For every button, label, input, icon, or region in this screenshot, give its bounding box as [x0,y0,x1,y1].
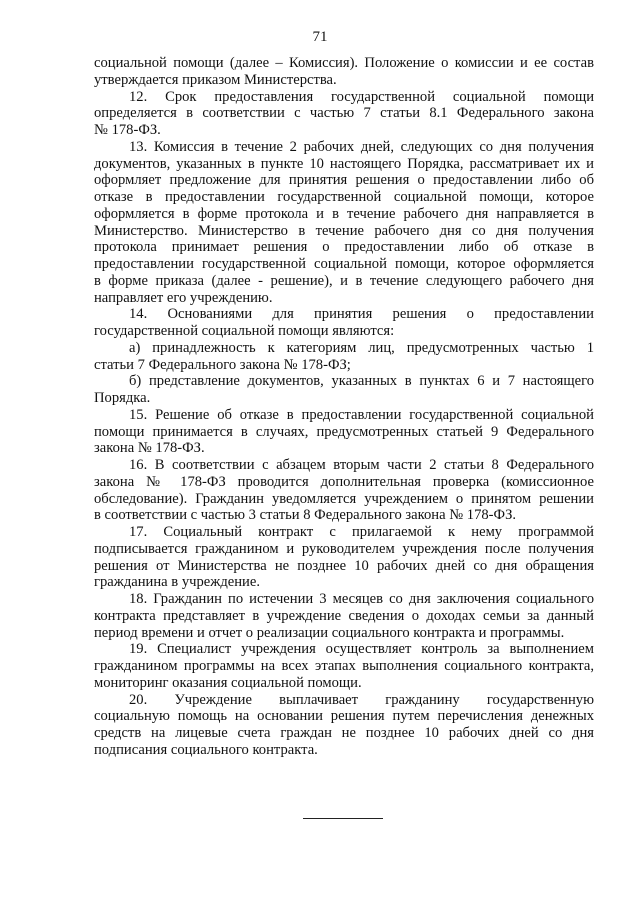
text-line: оформляет предложение для принятия решения о предоставлении либо об [94,172,594,189]
paragraph [94,591,594,641]
text-line: закона № 178-ФЗ. [94,440,205,457]
text-line: 13. Комиссия в течение 2 рабочих дней, следующих со дня получения [129,138,594,155]
text-line: 19. Специалист учреждения осуществляет контроль за выполнением [129,641,594,658]
text-line: 16. В соответствии с абзацем вторым части 2 статьи 8 Федерального [129,457,594,473]
text-line: социальной помощи (далее – Комиссия). Положение о комиссии и ее состав [94,55,594,71]
text-line: предоставлении государственной социальной помощи, которое оформляется [94,256,594,272]
text-line: в форме приказа (далее - решение), и в течение следующего рабочего дня [94,272,594,289]
text-line: гражданином программы на всех этапах выполнения социального контракта, [94,658,594,674]
text-line: статьи 7 Федерального закона № 178-ФЗ; [94,356,351,373]
text-line: гражданина в учреждение. [94,574,260,591]
document-body [94,55,594,759]
text-line: контракта представляет в учреждение сведения о доходах семьи за данный [94,607,594,624]
text-line: в соответствии с частью 3 статьи 8 Федерального закона № 178-ФЗ. [94,507,517,524]
text-line: подписывается гражданином и руководителем учреждения после получения [94,540,594,557]
text-line: 20. Учреждение выплачивает гражданину государственную [129,691,594,708]
text-line: б) представление документов, указанных в пунктах 6 и 7 настоящего [129,373,594,390]
text-line: 18. Гражданин по истечении 3 месяцев со дня заключения социального [129,591,594,607]
text-line: 12. Срок предоставления государственной социальной помощи [129,88,594,105]
text-line: протокола принимает решения о предоставлении либо об отказе в [94,239,594,256]
text-line: 15. Решение об отказе в предоставлении государственной социальной [129,406,594,423]
paragraph [94,340,594,374]
text-line: решения от Министерства не позднее 10 рабочих дней со дня обращения [94,557,594,574]
text-line: помощи принимается в случаях, предусмотренных статьей 9 Федерального [94,423,594,440]
text-line: определяется в соответствии с частью 7 статьи 8.1 Федерального закона [94,105,594,122]
end-rule [303,818,383,819]
paragraph [94,55,594,89]
paragraph [94,373,594,407]
text-line: средств на лицевые счета граждан не позднее 10 рабочих дней со дня [94,725,594,741]
page-number: 71 [312,29,328,45]
text-line: утверждается приказом Министерства. [94,71,337,88]
paragraph [94,407,594,457]
text-line: обследование). Гражданин уведомляется учреждением о принятом решении [94,490,594,507]
paragraph [94,306,594,340]
text-line: направляет его учреждению. [94,289,273,306]
text-line: 17. Социальный контракт с прилагаемой к нему программой [129,524,594,540]
paragraph [94,692,594,759]
text-line: государственной социальной помощи являются: [94,323,395,339]
text-line: Министерство. Министерство в течение рабочего дня со дня получения [94,222,594,239]
text-line: отказе в предоставлении государственной социальной помощи, которое [94,189,594,205]
text-line: а) принадлежность к категориям лиц, предусмотренных частью 1 [129,339,594,356]
text-line: подписания социального контракта. [94,741,318,758]
text-line: закона № 178-ФЗ проводится дополнительная проверка (комиссионное [94,473,594,490]
text-line: оформляется в форме протокола и в течение рабочего дня направляется в [94,205,594,222]
paragraph [94,89,594,139]
text-line: Порядка. [94,390,151,406]
text-line: документов, указанных в пункте 10 настоящего Порядка, рассматривает их и [94,155,594,172]
text-line: № 178-ФЗ. [94,122,161,138]
text-line: мониторинг оказания социальной помощи. [94,674,362,691]
text-line: период времени и отчет о реализации социального контракта и программы. [94,624,565,641]
paragraph [94,457,594,524]
paragraph [94,139,594,307]
text-line: 14. Основаниями для принятия решения о предоставлении [129,306,594,323]
text-line: социальную помощь на основании решения путем перечисления денежных [94,708,594,725]
paragraph [94,524,594,591]
paragraph [94,641,594,691]
